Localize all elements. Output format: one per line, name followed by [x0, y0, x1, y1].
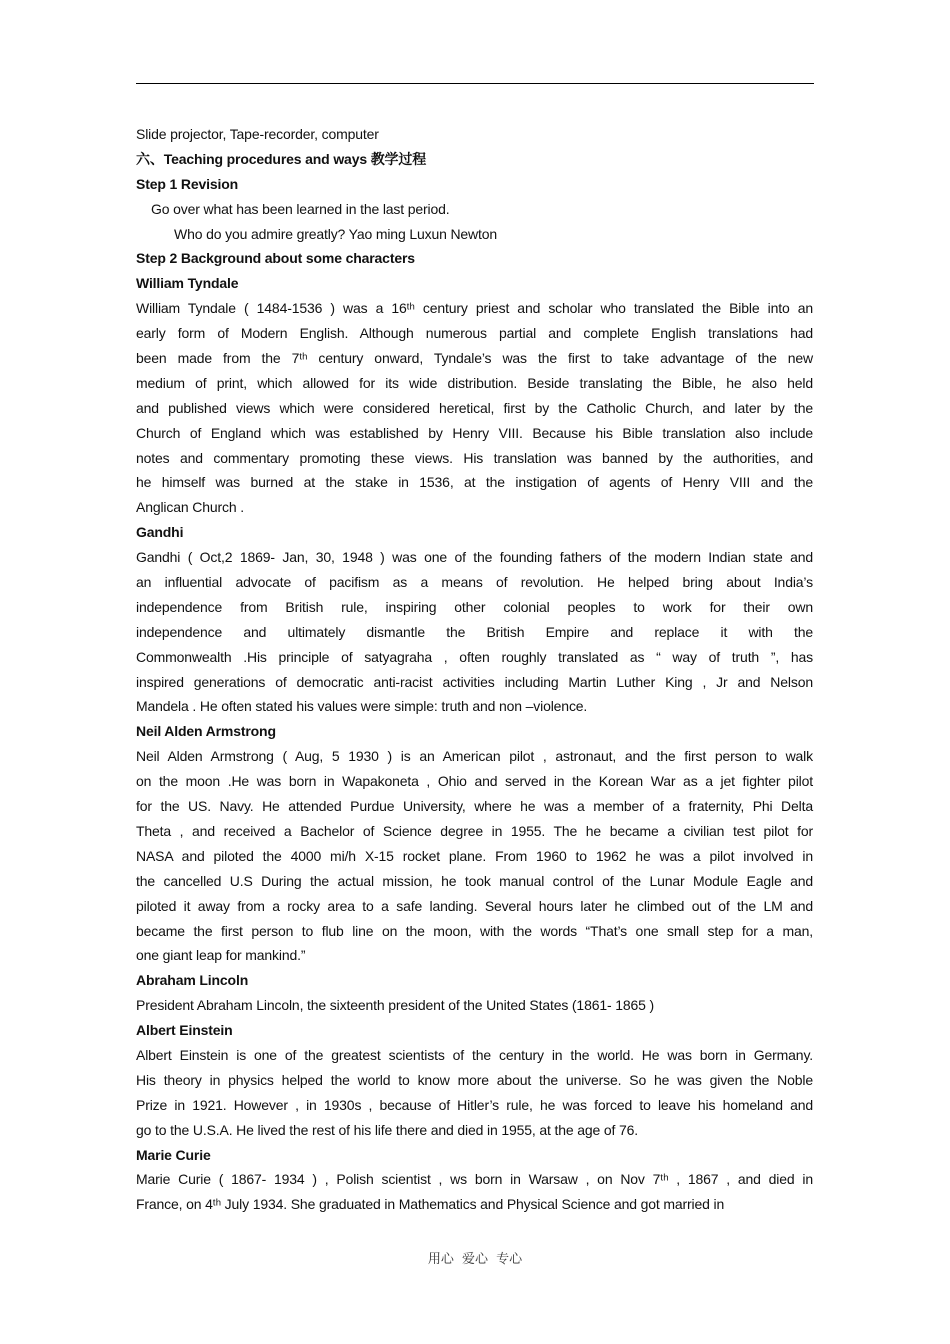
text-line: the cancelled U.S During the actual mission, he took manual control of the Lunar Module Eagle and	[136, 872, 813, 889]
text-line: 六、Teaching procedures and ways 教学过程	[136, 150, 427, 167]
text-line: Go over what has been learned in the last period.	[151, 200, 450, 217]
text-line: Anglican Church .	[136, 499, 244, 516]
text-line: Step 1 Revision	[136, 175, 239, 192]
text-line: early form of Modern English. Although numerous partial and complete English translations had	[136, 325, 813, 342]
text-line: Prize in 1921. However , in 1930s , because of Hitler’s rule, he was forced to leave his homeland and	[136, 1096, 813, 1113]
text-line: for the US. Navy. He attended Purdue University, where he was a member of a fraternity, Phi Delta	[136, 798, 813, 815]
section-heading	[136, 968, 813, 993]
section-heading	[136, 520, 813, 545]
paragraph	[136, 122, 813, 147]
document-body	[136, 122, 813, 1217]
section-heading	[136, 719, 813, 744]
text-line: Marie Curie ( 1867- 1934 ) , Polish scientist , ws born in Warsaw , on Nov 7ᵗʰ , 1867 , and died in	[136, 1171, 813, 1188]
paragraph	[136, 545, 813, 719]
text-line: Albert Einstein is one of the greatest scientists of the century in the world. He was born in Germany.	[136, 1046, 813, 1063]
text-line: Marie Curie	[136, 1146, 211, 1163]
text-line: an influential advocate of pacifism as a means of revolution. He helped bring about India’s	[136, 574, 813, 591]
section-heading	[136, 147, 813, 172]
paragraph	[136, 993, 813, 1018]
text-line: he himself was burned at the stake in 1536, at the instigation of agents of Henry VIII and the	[136, 474, 813, 491]
paragraph	[136, 296, 813, 520]
paragraph	[136, 222, 813, 247]
text-line: medium of print, which allowed for its wide distribution. Beside translating the Bible, he also held	[136, 374, 813, 391]
text-line: Commonwealth .His principle of satyagraha , often roughly translated as “ way of truth ”, has	[136, 648, 813, 665]
text-line: independence from British rule, inspiring other colonial peoples to work for their own	[136, 598, 813, 615]
text-line: inspired generations of democratic anti-racist activities including Martin Luther King , Jr and Nelson	[136, 673, 813, 690]
text-line: notes and commentary promoting these views. His translation was banned by the authorities, and	[136, 449, 813, 466]
text-line: been made from the 7ᵗʰ century onward, Tyndale’s was the first to take advantage of the new	[136, 350, 813, 367]
text-line: Albert Einstein	[136, 1022, 233, 1039]
section-heading	[136, 1018, 813, 1043]
text-line: William Tyndale ( 1484-1536 ) was a 16ᵗʰ century priest and scholar who translated the Bible into an	[136, 300, 813, 317]
text-line: Gandhi	[136, 524, 184, 541]
page-footer: 用心 爱心 专心	[427, 1252, 523, 1267]
text-line: independence and ultimately dismantle the British Empire and replace it with the	[136, 623, 813, 640]
text-line: France, on 4ᵗʰ July 1934. She graduated in Mathematics and Physical Science and got married in	[136, 1196, 725, 1213]
text-line: Theta , and received a Bachelor of Science degree in 1955. The he became a civilian test pilot for	[136, 822, 813, 839]
paragraph	[136, 1043, 813, 1143]
text-line: piloted it away from a rocky area to a safe landing. Several hours later he climbed out of the LM and	[136, 897, 813, 914]
text-line: one giant leap for mankind.”	[136, 947, 306, 964]
text-line: His theory in physics helped the world to know more about the universe. So he was given the Noble	[136, 1071, 813, 1088]
text-line: Slide projector, Tape-recorder, computer	[136, 126, 379, 142]
text-line: President Abraham Lincoln, the sixteenth president of the United States (1861- 1865 )	[136, 997, 655, 1014]
section-heading	[136, 172, 813, 197]
text-line: William Tyndale	[136, 275, 239, 292]
text-line: Church of England which was established by Henry VIII. Because his Bible translation also include	[136, 424, 813, 441]
paragraph	[136, 1167, 813, 1217]
text-line: Abraham Lincoln	[136, 972, 249, 989]
text-line: Neil Alden Armstrong ( Aug, 5 1930 ) is an American pilot , astronaut, and the first person to walk	[136, 748, 813, 765]
paragraph	[136, 197, 813, 222]
section-heading	[136, 271, 813, 296]
header-rule	[136, 83, 814, 84]
text-line: and published views which were considered heretical, first by the Catholic Church, and later by the	[136, 399, 813, 416]
text-line: became the first person to flub line on the moon, with the words “That’s one small step for a man,	[136, 922, 813, 939]
text-line: Neil Alden Armstrong	[136, 723, 276, 740]
text-line: Gandhi ( Oct,2 1869- Jan, 30, 1948 ) was one of the founding fathers of the modern Indian state and	[136, 549, 813, 566]
text-line: go to the U.S.A. He lived the rest of his life there and died in 1955, at the age of 76.	[136, 1121, 639, 1138]
text-line: NASA and piloted the 4000 mi/h X-15 rocket plane. From 1960 to 1962 he was a pilot involved in	[136, 847, 813, 864]
text-line: on the moon .He was born in Wapakoneta , Ohio and served in the Korean War as a jet fighter pilot	[136, 773, 813, 790]
section-heading	[136, 246, 813, 271]
section-heading	[136, 1143, 813, 1168]
text-line: Who do you admire greatly? Yao ming Luxun Newton	[174, 225, 498, 242]
paragraph	[136, 744, 813, 968]
text-line: Mandela . He often stated his values were simple: truth and non –violence.	[136, 698, 588, 715]
text-line: Step 2 Background about some characters	[136, 250, 415, 267]
